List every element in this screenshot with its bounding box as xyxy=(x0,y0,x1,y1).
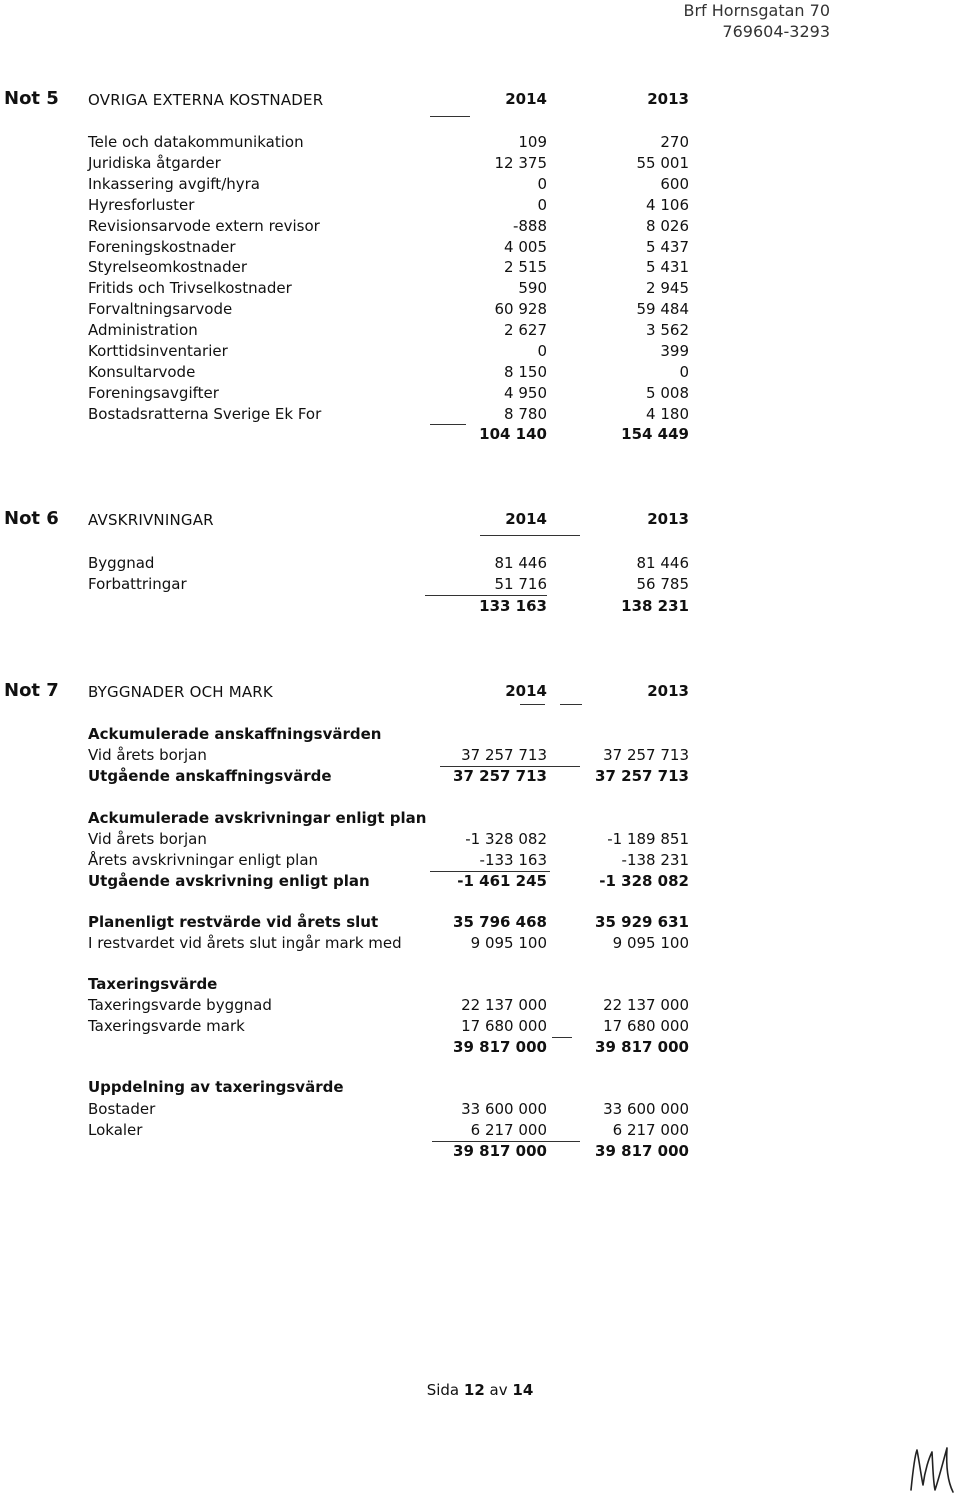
value-2014: 2 627 xyxy=(504,321,547,340)
note-title: BYGGNADER OCH MARK xyxy=(88,683,273,701)
section-heading xyxy=(0,725,960,746)
value-2014: 8 150 xyxy=(504,362,547,381)
value-2014: -133 163 xyxy=(479,851,547,869)
year-2014-header: 2014 xyxy=(505,90,547,108)
row-label: Vid årets borjan xyxy=(88,746,207,764)
section-heading xyxy=(0,809,960,830)
value-2013: 33 600 000 xyxy=(603,1100,689,1118)
value-2013: 5 008 xyxy=(646,383,689,402)
table-row xyxy=(0,1121,960,1142)
note-label: Not 7 xyxy=(4,680,59,701)
header-rule xyxy=(560,704,582,705)
footer-separator: av xyxy=(489,1381,508,1399)
value-2013: 5 437 xyxy=(646,237,689,256)
value-2013: 270 xyxy=(660,133,689,151)
value-2013: 4 106 xyxy=(646,195,689,214)
value-2014: -1 461 245 xyxy=(457,872,547,890)
row-label: Forbattringar xyxy=(88,575,187,593)
value-2013: -1 328 082 xyxy=(599,872,689,890)
row-label: Taxeringsvarde byggnad xyxy=(88,996,272,1014)
value-2013: -138 231 xyxy=(621,851,689,869)
table-row xyxy=(0,363,960,384)
value-2013: 399 xyxy=(660,342,689,360)
value-2013: 4 180 xyxy=(646,404,689,423)
row-label: Konsultarvode xyxy=(88,362,196,381)
note-6-total-row xyxy=(0,597,960,618)
tax-total-row xyxy=(0,1038,960,1059)
row-label: Juridiska åtgarder xyxy=(88,153,221,172)
header-rule xyxy=(430,116,470,117)
row-label: Årets avskrivningar enligt plan xyxy=(88,851,319,869)
value-2014: 590 xyxy=(518,279,547,298)
dep-heading: Ackumulerade avskrivningar enligt plan xyxy=(88,809,427,827)
value-2013: 55 001 xyxy=(636,153,689,172)
section-heading xyxy=(0,1078,960,1099)
value-2013: 17 680 000 xyxy=(603,1017,689,1035)
value-2013: -1 189 851 xyxy=(607,830,689,848)
value-2014: 6 217 000 xyxy=(470,1121,547,1139)
value-2014: 37 257 713 xyxy=(461,746,547,764)
row-label: Vid årets borjan xyxy=(88,830,207,848)
table-row xyxy=(0,767,960,788)
value-2013: 2 945 xyxy=(646,279,689,298)
row-label: Administration xyxy=(88,321,198,340)
table-row xyxy=(0,154,960,175)
value-2014: 4 950 xyxy=(504,383,547,402)
value-2013: 37 257 713 xyxy=(603,746,689,764)
table-row xyxy=(0,196,960,217)
row-label: Korttidsinventarier xyxy=(88,342,228,360)
table-row xyxy=(0,746,960,767)
value-2013: 3 562 xyxy=(646,321,689,340)
header-rule xyxy=(480,535,580,536)
value-2013: 35 929 631 xyxy=(595,913,689,931)
value-2013: 6 217 000 xyxy=(612,1121,689,1139)
value-2014: 60 928 xyxy=(494,300,547,319)
value-2014: -1 328 082 xyxy=(465,830,547,848)
year-2014-header: 2014 xyxy=(505,510,547,528)
note-5-total-row xyxy=(0,425,960,446)
total-2014: 39 817 000 xyxy=(453,1142,547,1160)
value-2014: 81 446 xyxy=(494,554,547,572)
company-name: Brf Hornsgatan 70 xyxy=(683,1,830,20)
table-row xyxy=(0,575,960,596)
value-2014: 8 780 xyxy=(504,404,547,423)
table-row xyxy=(0,238,960,259)
acq-heading: Ackumulerade anskaffningsvärden xyxy=(88,725,382,743)
page-footer xyxy=(0,1381,960,1399)
value-2014: 33 600 000 xyxy=(461,1100,547,1118)
row-label: Styrelseomkostnader xyxy=(88,258,247,277)
table-row xyxy=(0,851,960,872)
row-label: Fritids och Trivselkostnader xyxy=(88,279,292,298)
total-2013: 39 817 000 xyxy=(595,1038,689,1056)
signature-initials xyxy=(905,1440,955,1500)
document-header xyxy=(684,0,831,42)
row-label: Hyresforluster xyxy=(88,195,195,214)
row-label: I restvardet vid årets slut ingår mark med xyxy=(88,934,402,952)
table-row xyxy=(0,1100,960,1121)
row-label: Byggnad xyxy=(88,554,155,572)
total-2014: 133 163 xyxy=(479,597,547,615)
value-2014: 0 xyxy=(537,195,547,214)
row-label: Tele och datakommunikation xyxy=(88,133,304,151)
table-row xyxy=(0,175,960,196)
table-row xyxy=(0,279,960,300)
row-label: Foreningsavgifter xyxy=(88,383,219,402)
organization-number: 769604-3293 xyxy=(722,22,830,41)
tax-heading: Taxeringsvärde xyxy=(88,975,218,993)
value-2014: 37 257 713 xyxy=(453,767,547,785)
table-row xyxy=(0,405,960,426)
row-label: Utgående anskaffningsvärde xyxy=(88,767,332,785)
table-row xyxy=(0,384,960,405)
value-2014: 12 375 xyxy=(494,153,547,172)
header-rule xyxy=(520,704,545,705)
table-row xyxy=(0,554,960,575)
total-2013: 138 231 xyxy=(621,597,689,615)
total-2013: 154 449 xyxy=(621,425,689,443)
table-row xyxy=(0,830,960,851)
table-row xyxy=(0,934,960,955)
value-2013: 600 xyxy=(660,174,689,193)
value-2014: -888 xyxy=(512,216,547,235)
value-2013: 56 785 xyxy=(636,575,689,593)
footer-page-total: 14 xyxy=(512,1381,534,1399)
note-label: Not 5 xyxy=(4,88,59,109)
value-2014: 51 716 xyxy=(494,575,547,593)
footer-page-number: 12 xyxy=(463,1381,485,1399)
row-label: Utgående avskrivning enligt plan xyxy=(88,872,370,890)
total-2014: 39 817 000 xyxy=(453,1038,547,1056)
table-row xyxy=(0,300,960,321)
row-label: Inkassering avgift/hyra xyxy=(88,174,260,193)
table-row xyxy=(0,217,960,238)
split-total-row xyxy=(0,1142,960,1163)
row-label: Lokaler xyxy=(88,1121,143,1139)
value-2014: 9 095 100 xyxy=(470,934,547,952)
total-2014: 104 140 xyxy=(479,425,547,443)
note-label: Not 6 xyxy=(4,508,59,529)
table-row xyxy=(0,1017,960,1038)
row-label: Bostader xyxy=(88,1100,156,1118)
note-title: OVRIGA EXTERNA KOSTNADER xyxy=(88,91,324,109)
value-2014: 2 515 xyxy=(504,258,547,277)
table-row xyxy=(0,342,960,363)
table-row xyxy=(0,133,960,154)
year-2013-header: 2013 xyxy=(647,90,689,108)
year-2013-header: 2013 xyxy=(647,682,689,700)
row-label: Bostadsratterna Sverige Ek For xyxy=(88,404,322,423)
value-2014: 35 796 468 xyxy=(453,913,547,931)
table-row xyxy=(0,258,960,279)
value-2013: 0 xyxy=(679,362,689,381)
value-2013: 22 137 000 xyxy=(603,996,689,1014)
value-2013: 8 026 xyxy=(646,216,689,235)
table-row xyxy=(0,913,960,934)
section-heading xyxy=(0,975,960,996)
value-2014: 0 xyxy=(537,174,547,193)
value-2013: 81 446 xyxy=(636,554,689,572)
value-2014: 0 xyxy=(537,342,547,360)
table-row xyxy=(0,872,960,893)
table-row xyxy=(0,996,960,1017)
split-heading: Uppdelning av taxeringsvärde xyxy=(88,1078,344,1096)
value-2014: 4 005 xyxy=(504,237,547,256)
value-2013: 5 431 xyxy=(646,258,689,277)
subtotal-rule xyxy=(425,595,547,596)
value-2014: 109 xyxy=(518,133,547,151)
row-label: Planenligt restvärde vid årets slut xyxy=(88,913,379,931)
note-title: AVSKRIVNINGAR xyxy=(88,511,214,529)
row-label: Taxeringsvarde mark xyxy=(88,1017,245,1035)
value-2014: 17 680 000 xyxy=(461,1017,547,1035)
value-2013: 37 257 713 xyxy=(595,767,689,785)
year-2014-header: 2014 xyxy=(505,682,547,700)
row-label: Revisionsarvode extern revisor xyxy=(88,216,320,235)
value-2014: 22 137 000 xyxy=(461,996,547,1014)
value-2013: 59 484 xyxy=(636,300,689,319)
row-label: Forvaltningsarvode xyxy=(88,300,233,319)
footer-prefix: Sida xyxy=(426,1381,460,1399)
total-2013: 39 817 000 xyxy=(595,1142,689,1160)
row-label: Foreningskostnader xyxy=(88,237,236,256)
value-2013: 9 095 100 xyxy=(612,934,689,952)
year-2013-header: 2013 xyxy=(647,510,689,528)
table-row xyxy=(0,321,960,342)
